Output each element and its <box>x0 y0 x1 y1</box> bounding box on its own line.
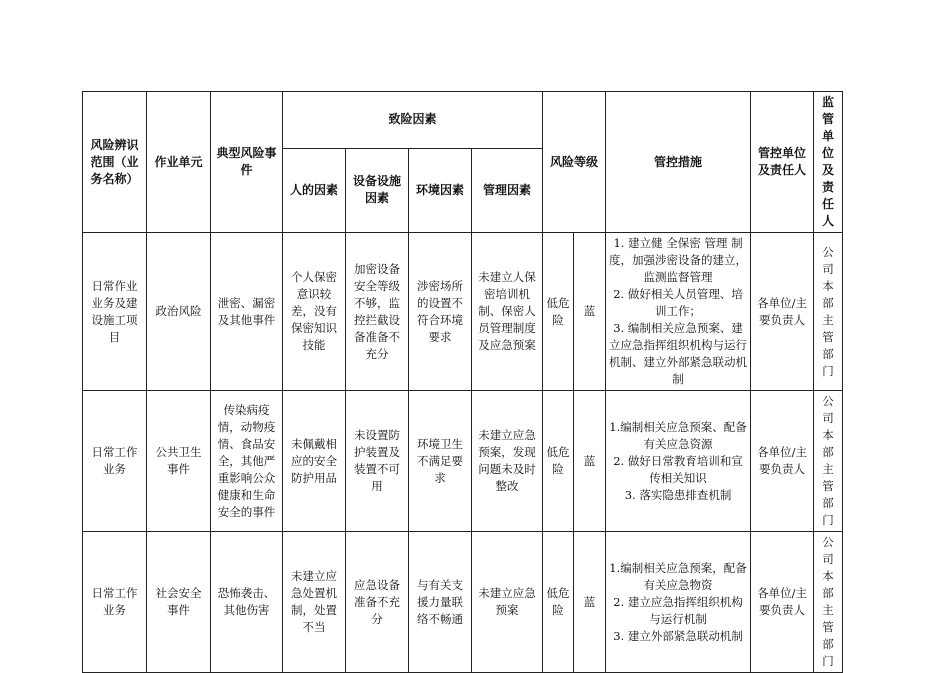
cell-color: 蓝 <box>574 391 606 532</box>
header-environment: 环境因素 <box>409 148 472 232</box>
table-row <box>83 391 843 532</box>
cell-level: 低危险 <box>543 391 574 532</box>
cell-control: 各单位/主要负责人 <box>751 233 814 391</box>
risk-table <box>82 91 843 673</box>
measure-line: 2. 做好日常教育培训和宣传相关知识 <box>613 453 743 485</box>
cell-typical: 传染病疫情，动物疫情、食品安全，其他严重影响公众健康和生命安全的事件 <box>211 391 283 532</box>
cell-equipment: 未设置防护装置及装置不可用 <box>346 391 409 532</box>
measure-line: 3. 落实隐患排查机制 <box>624 487 732 502</box>
header-supervise: 监管单位及责任人 <box>814 92 843 233</box>
cell-unit: 社会安全事件 <box>147 532 211 673</box>
measure-line: 1. 建立健 全保密 管理 制度，加强涉密设备的建立，监测监督管理 <box>609 236 748 284</box>
cell-environment: 涉密场所的设置不符合环境要求 <box>409 233 472 391</box>
cell-scope: 日常工作业务 <box>83 532 147 673</box>
cell-level: 低危险 <box>543 532 574 673</box>
measure-line: 2. 建立应急指挥组织机构与运行机制 <box>613 594 743 626</box>
header-control: 管控单位及责任人 <box>751 92 814 233</box>
measure-line: 1.编制相关应急预案、配备有关应急资源 <box>609 419 747 451</box>
measure-line: 1.编制相关应急预案，配备有关应急物资 <box>609 560 747 592</box>
measure-line: 3. 编制相关应急预案、建立应急指挥组织机构与运行机制、建立外部紧急联动机制 <box>609 321 748 386</box>
cell-level: 低危险 <box>543 233 574 391</box>
cell-typical: 恐怖袭击、其他伤害 <box>211 532 283 673</box>
cell-environment: 环境卫生不满足要求 <box>409 391 472 532</box>
cell-control: 各单位/主要负责人 <box>751 532 814 673</box>
cell-supervise: 公司本部主管部门 <box>814 233 843 391</box>
header-equipment: 设备设施因素 <box>346 148 409 232</box>
cell-control: 各单位/主要负责人 <box>751 391 814 532</box>
cell-scope: 日常作业业务及建设施工项目 <box>83 233 147 391</box>
header-measures: 管控措施 <box>606 92 751 233</box>
cell-unit: 政治风险 <box>147 233 211 391</box>
cell-unit: 公共卫生事件 <box>147 391 211 532</box>
cell-measures <box>606 391 751 532</box>
header-human: 人的因素 <box>283 148 346 232</box>
cell-color: 蓝 <box>574 532 606 673</box>
cell-equipment: 应急设备准备不充分 <box>346 532 409 673</box>
cell-measures <box>606 233 751 391</box>
cell-supervise: 公司本部主管部门 <box>814 532 843 673</box>
header-typical: 典型风险事件 <box>211 92 283 233</box>
cell-measures <box>606 532 751 673</box>
cell-human: 未佩戴相应的安全防护用品 <box>283 391 346 532</box>
table-row <box>83 532 843 673</box>
table-row <box>83 233 843 391</box>
cell-environment: 与有关支援力量联络不畅通 <box>409 532 472 673</box>
measure-line: 3. 建立外部紧急联动机制 <box>613 628 743 643</box>
cell-equipment: 加密设备安全等级不够，监控拦截设备准备不充分 <box>346 233 409 391</box>
header-level: 风险等级 <box>543 92 606 233</box>
cell-scope: 日常工作业务 <box>83 391 147 532</box>
header-scope: 风险辨识范围（业务名称） <box>83 92 147 233</box>
cell-human: 未建立应急处置机制，处置不当 <box>283 532 346 673</box>
cell-typical: 泄密、漏密及其他事件 <box>211 233 283 391</box>
cell-management: 未建立应急预案，发现问题未及时整改 <box>472 391 543 532</box>
header-management: 管理因素 <box>472 148 543 232</box>
cell-supervise: 公司本部主管部门 <box>814 391 843 532</box>
cell-management: 未建立应急预案 <box>472 532 543 673</box>
cell-human: 个人保密意识较差，没有保密知识技能 <box>283 233 346 391</box>
table-header <box>83 92 843 233</box>
header-factors: 致险因素 <box>283 92 543 149</box>
cell-color: 蓝 <box>574 233 606 391</box>
cell-management: 未建立人保密培训机制、保密人员管理制度及应急预案 <box>472 233 543 391</box>
measure-line: 2. 做好相关人员管理、培训工作； <box>613 287 743 318</box>
header-unit: 作业单元 <box>147 92 211 233</box>
